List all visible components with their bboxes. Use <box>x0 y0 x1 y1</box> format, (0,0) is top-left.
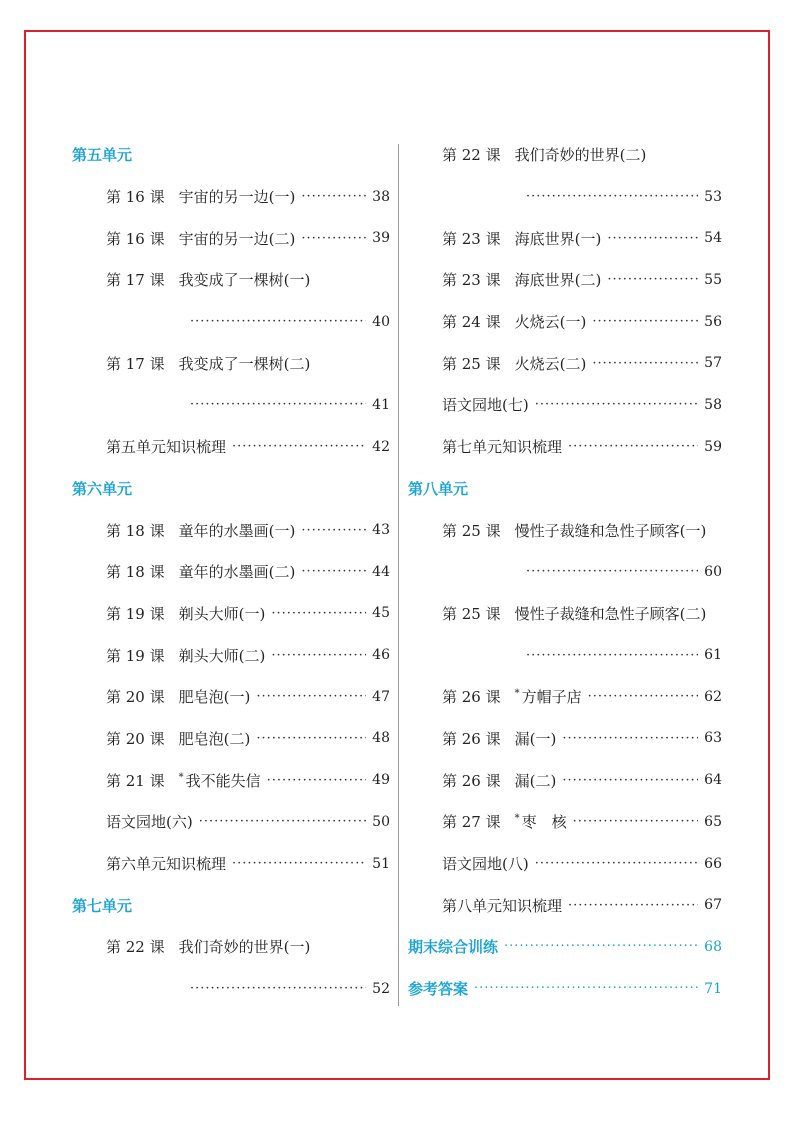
toc-section-entry[interactable] <box>408 926 722 968</box>
toc-entry[interactable] <box>72 926 390 968</box>
entry-title <box>515 353 587 374</box>
toc-entry-continuation[interactable] <box>72 384 390 426</box>
entry-title-text: 我们奇妙的世界(二) <box>514 146 647 165</box>
toc-left-column <box>72 134 390 1009</box>
entry-title-text: 第八单元知识梳理 <box>442 896 563 915</box>
dot-leader <box>526 189 698 204</box>
entry-title <box>442 394 529 415</box>
section-title: 参考答案 <box>408 980 469 999</box>
toc-entry[interactable] <box>408 593 722 635</box>
toc-entry[interactable] <box>72 509 390 551</box>
lesson-number: 第 16 课 <box>106 188 165 207</box>
entry-title <box>179 936 311 957</box>
toc-entry[interactable] <box>408 384 722 426</box>
page-number: 62 <box>704 688 722 705</box>
page-number: 49 <box>372 772 390 789</box>
lesson-number: 第 18 课 <box>106 521 165 540</box>
entry-title <box>515 770 557 791</box>
dot-leader <box>256 689 366 704</box>
page-number: 39 <box>372 230 390 247</box>
entry-title <box>515 603 707 624</box>
toc-entry[interactable] <box>72 426 390 468</box>
dot-leader <box>256 731 366 746</box>
entry-title-text: 海底世界(二) <box>514 271 602 290</box>
toc-entry[interactable] <box>72 342 390 384</box>
lesson-number: 第 17 课 <box>106 354 165 373</box>
entry-title-text: 慢性子裁缝和急性子顾客(二) <box>514 604 707 623</box>
page-number: 55 <box>704 271 722 288</box>
page-number: 47 <box>372 688 390 705</box>
toc-entry[interactable] <box>72 718 390 760</box>
toc-entry[interactable] <box>408 759 722 801</box>
entry-title <box>515 269 602 290</box>
page-number: 52 <box>372 980 390 997</box>
entry-title-text: 第五单元知识梳理 <box>106 438 227 457</box>
entry-title <box>442 436 562 457</box>
page-number: 60 <box>704 563 722 580</box>
page-number: 51 <box>372 855 390 872</box>
lesson-number: 第 25 课 <box>442 354 501 373</box>
toc-entry[interactable] <box>72 176 390 218</box>
entry-title-text: 肥皂泡(一) <box>178 688 251 707</box>
entry-title <box>179 686 251 707</box>
toc-entry[interactable] <box>72 259 390 301</box>
entry-title <box>442 853 529 874</box>
lesson-number: 第 27 课 <box>442 813 501 832</box>
toc-entry[interactable] <box>72 634 390 676</box>
toc-entry[interactable] <box>408 801 722 843</box>
lesson-number: 第 20 课 <box>106 688 165 707</box>
page-number: 45 <box>372 605 390 622</box>
lesson-number: 第 18 课 <box>106 563 165 582</box>
lesson-number: 第 26 课 <box>442 688 501 707</box>
toc-entry[interactable] <box>408 301 722 343</box>
toc-entry[interactable] <box>408 509 722 551</box>
dot-leader <box>562 773 698 788</box>
toc-entry[interactable] <box>72 217 390 259</box>
lesson-number: 第 21 课 <box>106 771 165 790</box>
page-number: 42 <box>372 438 390 455</box>
page-number: 71 <box>704 980 722 997</box>
toc-entry[interactable] <box>408 134 722 176</box>
entry-title <box>179 770 261 791</box>
dot-leader <box>301 523 366 538</box>
toc-entry[interactable] <box>408 217 722 259</box>
dot-leader <box>568 439 698 454</box>
dot-leader <box>271 648 366 663</box>
toc-entry[interactable] <box>72 801 390 843</box>
entry-title-text: 第七单元知识梳理 <box>442 438 563 457</box>
section-title: 期末综合训练 <box>408 938 499 957</box>
dot-leader <box>535 856 698 871</box>
unit-heading: 第七单元 <box>72 896 133 915</box>
toc-right-column <box>408 134 722 1009</box>
page-number: 46 <box>372 647 390 664</box>
toc-entry[interactable] <box>408 676 722 718</box>
lesson-number: 第 25 课 <box>442 521 501 540</box>
dot-leader <box>232 439 366 454</box>
entry-title-text: 语文园地(八) <box>442 855 529 874</box>
toc-entry[interactable] <box>72 676 390 718</box>
lesson-number: 第 22 课 <box>106 938 165 957</box>
page-number: 65 <box>704 813 722 830</box>
entry-title-text: 肥皂泡(二) <box>178 729 251 748</box>
lesson-number: 第 24 课 <box>442 313 501 332</box>
page-number: 66 <box>704 855 722 872</box>
dot-leader <box>190 981 366 996</box>
dot-leader <box>607 231 698 246</box>
toc-entry[interactable] <box>408 259 722 301</box>
entry-title-text: 漏(一) <box>514 729 557 748</box>
toc-entry[interactable] <box>408 426 722 468</box>
lesson-number: 第 25 课 <box>442 604 501 623</box>
entry-title <box>106 436 226 457</box>
entry-title-text: 海底世界(一) <box>514 229 602 248</box>
dot-leader <box>301 189 366 204</box>
dot-leader <box>504 939 698 954</box>
page-number: 68 <box>704 938 722 955</box>
lesson-number: 第 19 课 <box>106 604 165 623</box>
entry-title <box>106 853 226 874</box>
entry-title <box>179 561 296 582</box>
lesson-number: 第 23 课 <box>442 229 501 248</box>
dot-leader <box>568 898 698 913</box>
lesson-number: 第 26 课 <box>442 729 501 748</box>
page-number: 43 <box>372 522 390 539</box>
lesson-number: 第 26 课 <box>442 771 501 790</box>
lesson-number: 第 20 课 <box>106 729 165 748</box>
entry-title-text: 慢性子裁缝和急性子顾客(一) <box>514 521 707 540</box>
dot-leader <box>562 731 698 746</box>
toc-entry[interactable] <box>72 593 390 635</box>
page-number: 64 <box>704 772 722 789</box>
toc-entry[interactable] <box>408 718 722 760</box>
page-number: 59 <box>704 438 722 455</box>
page-number: 40 <box>372 313 390 330</box>
page-number: 58 <box>704 396 722 413</box>
optional-mark: * <box>514 688 520 700</box>
dot-leader <box>267 773 367 788</box>
toc-entry-continuation[interactable] <box>408 551 722 593</box>
entry-title-text: 枣 核 <box>521 813 567 832</box>
unit-heading: 第六单元 <box>72 479 133 498</box>
entry-title <box>179 603 266 624</box>
page-number: 53 <box>704 188 722 205</box>
lesson-number: 第 19 课 <box>106 646 165 665</box>
page-number: 41 <box>372 396 390 413</box>
entry-title-text: 剃头大师(二) <box>178 646 266 665</box>
toc-entry[interactable] <box>408 884 722 926</box>
dot-leader <box>592 356 698 371</box>
entry-title-text: 语文园地(七) <box>442 396 529 415</box>
toc-entry-continuation[interactable] <box>72 301 390 343</box>
entry-title <box>179 269 311 290</box>
page-number: 61 <box>704 647 722 664</box>
page-number: 44 <box>372 563 390 580</box>
page-number: 54 <box>704 230 722 247</box>
toc-entry[interactable] <box>408 342 722 384</box>
entry-title <box>179 520 296 541</box>
dot-leader <box>190 397 366 412</box>
dot-leader <box>301 564 366 579</box>
page-number: 50 <box>372 813 390 830</box>
dot-leader <box>232 856 366 871</box>
entry-title <box>515 686 582 707</box>
lesson-number: 第 22 课 <box>442 146 501 165</box>
dot-leader <box>526 648 698 663</box>
entry-title-text: 宇宙的另一边(一) <box>178 188 296 207</box>
entry-title-text: 火烧云(二) <box>514 354 587 373</box>
entry-title <box>515 811 567 832</box>
entry-title <box>442 895 562 916</box>
toc-entry-continuation[interactable] <box>408 176 722 218</box>
entry-title-text: 童年的水墨画(一) <box>178 521 296 540</box>
entry-title-text: 方帽子店 <box>521 688 582 707</box>
entry-title <box>515 144 647 165</box>
entry-title-text: 童年的水墨画(二) <box>178 563 296 582</box>
page-number: 38 <box>372 188 390 205</box>
dot-leader <box>474 981 698 996</box>
toc-entry[interactable] <box>72 759 390 801</box>
entry-title <box>515 728 557 749</box>
dot-leader <box>607 272 698 287</box>
entry-title-text: 漏(二) <box>514 771 557 790</box>
entry-title <box>179 353 311 374</box>
lesson-number: 第 17 课 <box>106 271 165 290</box>
page-number: 63 <box>704 730 722 747</box>
entry-title-text: 第六单元知识梳理 <box>106 855 227 874</box>
column-divider <box>398 144 399 1006</box>
page-number: 67 <box>704 897 722 914</box>
entry-title-text: 火烧云(一) <box>514 313 587 332</box>
optional-mark: * <box>514 813 520 825</box>
entry-title-text: 语文园地(六) <box>106 813 193 832</box>
dot-leader <box>271 606 366 621</box>
lesson-number: 第 16 课 <box>106 229 165 248</box>
page-number: 57 <box>704 355 722 372</box>
entry-title <box>515 520 707 541</box>
toc-entry-continuation[interactable] <box>408 634 722 676</box>
entry-title <box>179 228 296 249</box>
dot-leader <box>190 314 366 329</box>
entry-title <box>515 311 587 332</box>
lesson-number: 第 23 课 <box>442 271 501 290</box>
entry-title-text: 我变成了一棵树(二) <box>178 354 311 373</box>
unit-heading: 第八单元 <box>408 479 469 498</box>
optional-mark: * <box>178 771 184 783</box>
dot-leader <box>301 231 366 246</box>
entry-title <box>515 228 602 249</box>
dot-leader <box>526 564 698 579</box>
entry-title <box>179 728 251 749</box>
dot-leader <box>588 689 699 704</box>
entry-title-text: 宇宙的另一边(二) <box>178 229 296 248</box>
toc-entry[interactable] <box>72 551 390 593</box>
dot-leader <box>573 814 699 829</box>
entry-title-text: 我们奇妙的世界(一) <box>178 938 311 957</box>
entry-title-text: 我变成了一棵树(一) <box>178 271 311 290</box>
dot-leader <box>199 814 366 829</box>
toc-entry[interactable] <box>408 843 722 885</box>
entry-title-text: 剃头大师(一) <box>178 604 266 623</box>
dot-leader <box>592 314 698 329</box>
entry-title-text: 我不能失信 <box>185 771 261 790</box>
toc-section-entry[interactable] <box>408 968 722 1010</box>
page-number: 56 <box>704 313 722 330</box>
page-number: 48 <box>372 730 390 747</box>
dot-leader <box>535 397 698 412</box>
toc-entry-continuation[interactable] <box>72 968 390 1010</box>
entry-title <box>179 186 296 207</box>
toc-entry[interactable] <box>72 843 390 885</box>
entry-title <box>106 811 193 832</box>
entry-title <box>179 645 266 666</box>
unit-heading: 第五单元 <box>72 146 133 165</box>
